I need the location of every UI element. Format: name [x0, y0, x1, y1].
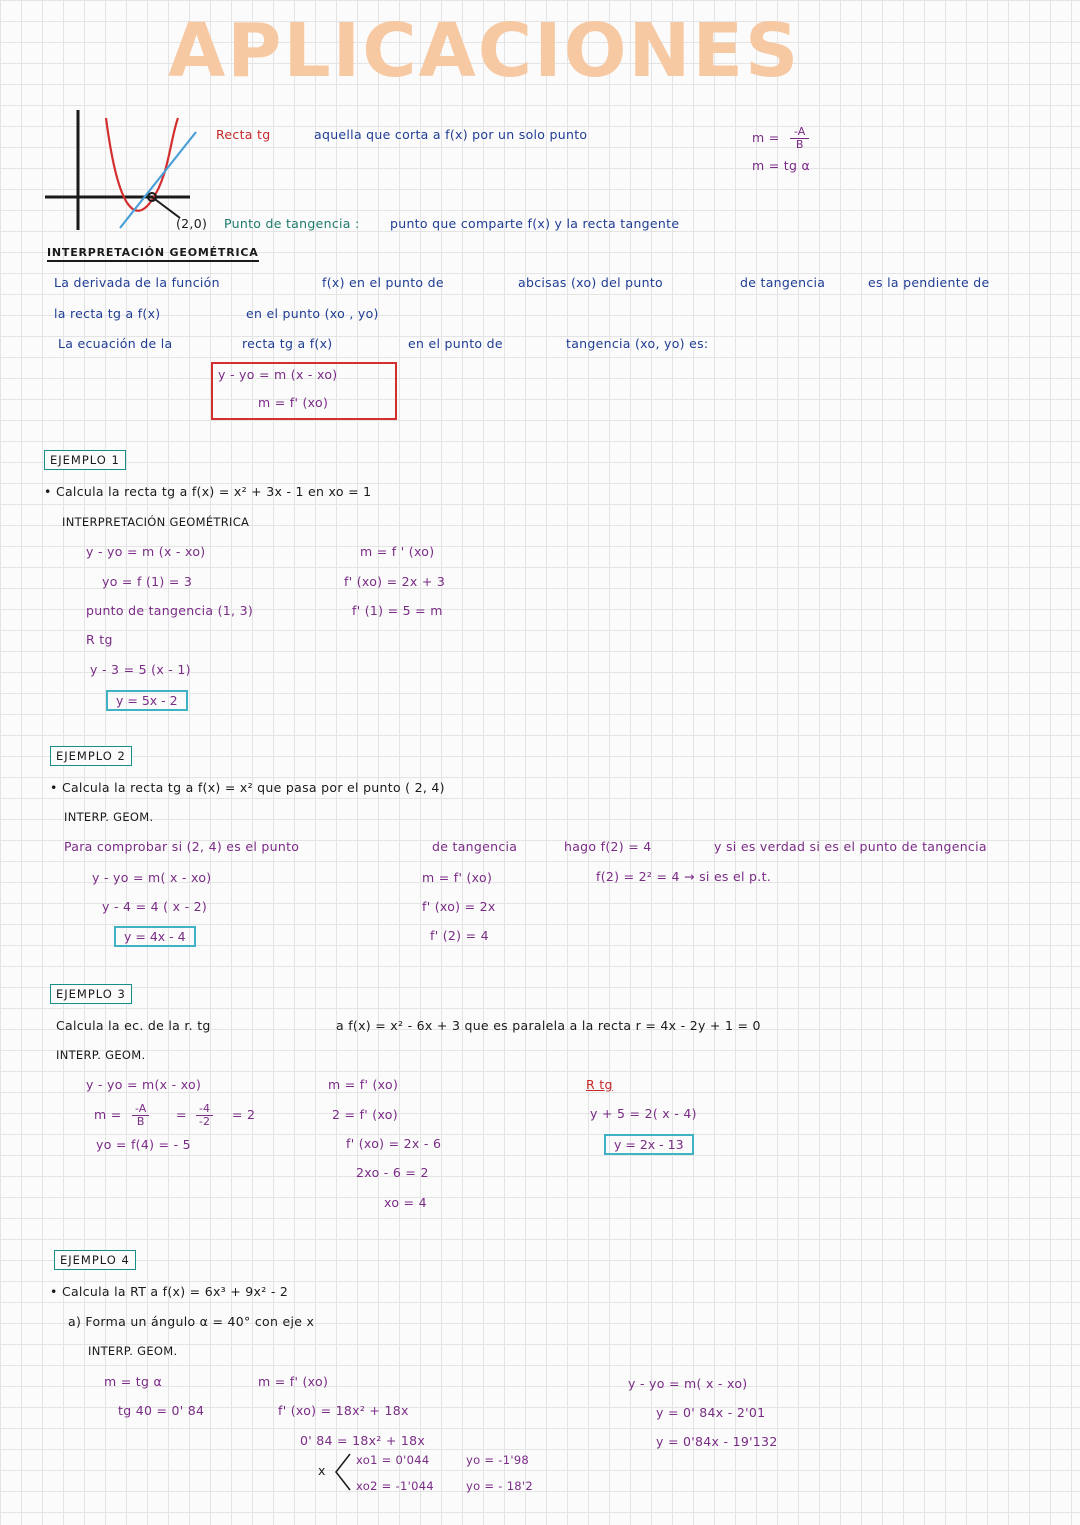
m-fraction-num: -A	[790, 126, 809, 139]
ejemplo-4-r3: y = 0'84x - 19'132	[656, 1434, 778, 1449]
ejemplo-3-c1: m = f' (xo)	[328, 1077, 399, 1092]
ejemplo-2-l2: y - 4 = 4 ( x - 2)	[102, 899, 208, 914]
ejemplo-2-r1: m = f' (xo)	[422, 870, 493, 885]
formula-line-2: m = f' (xo)	[258, 395, 329, 410]
ejemplo-1-statement: • Calcula la recta tg a f(x) = x² + 3x - 1 en xo = 1	[44, 484, 372, 499]
ejemplo-3-c5: xo = 4	[384, 1195, 427, 1210]
ejemplo-2-check-a: Para comprobar si (2, 4) es el punto	[64, 839, 300, 854]
ejemplo-3-m-val: = 2	[232, 1107, 256, 1122]
ejemplo-3-c2: 2 = f' (xo)	[332, 1107, 398, 1122]
ejemplo-1-result: y = 5x - 2	[106, 690, 188, 711]
ejemplo-3-m-eq: =	[176, 1107, 187, 1122]
page-title: APLICACIONES	[168, 8, 801, 94]
ejemplo-1-r3: f' (1) = 5 = m	[352, 603, 443, 618]
ejemplo-2-check-e: f(2) = 2² = 4 → si es el p.t.	[596, 869, 772, 884]
ejemplo-4-c3: 0' 84 = 18x² + 18x	[300, 1433, 426, 1448]
ejemplo-4-c1: m = f' (xo)	[258, 1374, 329, 1389]
ejemplo-3-frac2-num: -4	[196, 1103, 213, 1116]
ejemplo-2-interp: INTERP. GEOM.	[64, 810, 154, 824]
ejemplo-1-l5: y - 3 = 5 (x - 1)	[90, 662, 191, 677]
ejemplo-1-interp: INTERPRETACIÓN GEOMÉTRICA	[62, 515, 250, 529]
interp-line1d: de tangencia	[740, 275, 826, 290]
ejemplo-4-y2: yo = - 18'2	[466, 1479, 534, 1493]
ejemplo-3-c4: 2xo - 6 = 2	[356, 1165, 429, 1180]
recta-tg-definition: aquella que corta a f(x) por un solo punto	[314, 127, 588, 142]
ejemplo-4-part-a: a) Forma un ángulo α = 40° con eje x	[68, 1314, 315, 1329]
ejemplo-2-result: y = 4x - 4	[114, 926, 196, 947]
ejemplo-3-rtg-label: R tg	[586, 1077, 613, 1092]
ejemplo-3-frac2	[196, 1103, 213, 1128]
interp-line3c: en el punto de	[408, 336, 503, 351]
tangency-definition: punto que comparte f(x) y la recta tangente	[390, 216, 680, 231]
ejemplo-3-statement-a: Calcula la ec. de la r. tg	[56, 1018, 211, 1033]
tangent-graph-sketch	[40, 100, 210, 235]
ejemplo-1-r1: m = f ' (xo)	[360, 544, 435, 559]
interp-line3a: La ecuación de la	[58, 336, 173, 351]
ejemplo-3-interp: INTERP. GEOM.	[56, 1048, 146, 1062]
ejemplo-3-rtg-l1: y + 5 = 2( x - 4)	[590, 1106, 697, 1121]
ejemplo-1-label: EJEMPLO 1	[44, 450, 126, 470]
ejemplo-3-result: y = 2x - 13	[604, 1134, 694, 1155]
interp-line1c: abcisas (xo) del punto	[518, 275, 663, 290]
ejemplo-3-frac1-den: B	[136, 1115, 145, 1128]
ejemplo-1-r2: f' (xo) = 2x + 3	[344, 574, 446, 589]
section-heading-interpretacion: INTERPRETACIÓN GEOMÉTRICA	[47, 246, 259, 262]
m-formula-1: m =	[752, 130, 780, 145]
ejemplo-1-l3: punto de tangencia (1, 3)	[86, 603, 254, 618]
ejemplo-3-frac1	[132, 1103, 149, 1128]
recta-tg-label: Recta tg	[216, 127, 271, 142]
ejemplo-4-statement: • Calcula la RT a f(x) = 6x³ + 9x² - 2	[50, 1284, 289, 1299]
interp-line2a: la recta tg a f(x)	[54, 306, 161, 321]
ejemplo-4-c2: f' (xo) = 18x² + 18x	[278, 1403, 409, 1418]
ejemplo-4-y1: yo = -1'98	[466, 1453, 530, 1467]
ejemplo-4-interp: INTERP. GEOM.	[88, 1344, 178, 1358]
ejemplo-2-r2: f' (xo) = 2x	[422, 899, 496, 914]
ejemplo-4-r1: y - yo = m( x - xo)	[628, 1376, 748, 1391]
ejemplo-3-l1: y - yo = m(x - xo)	[86, 1077, 202, 1092]
m-fraction-den: B	[795, 138, 804, 151]
formula-line-1: y - yo = m (x - xo)	[218, 367, 338, 382]
ejemplo-4-root2: xo2 = -1'044	[356, 1479, 434, 1493]
tangency-label: Punto de tangencia :	[224, 216, 360, 231]
ejemplo-4-l1: m = tg α	[104, 1374, 163, 1389]
ejemplo-1-l2: yo = f (1) = 3	[102, 574, 193, 589]
ejemplo-4-root1: xo1 = 0'044	[356, 1453, 430, 1467]
interp-line3b: recta tg a f(x)	[242, 336, 333, 351]
m-formula-2: m = tg α	[752, 158, 811, 173]
ejemplo-1-l1: y - yo = m (x - xo)	[86, 544, 206, 559]
point-label: (2,0)	[176, 216, 208, 231]
ejemplo-4-x-label: x	[318, 1463, 326, 1478]
ejemplo-1-l4: R tg	[86, 632, 113, 647]
ejemplo-2-check-c: hago f(2) = 4	[564, 839, 652, 854]
ejemplo-2-r3: f' (2) = 4	[430, 928, 489, 943]
interp-line3d: tangencia (xo, yo) es:	[566, 336, 709, 351]
ejemplo-2-check-d: y si es verdad si es el punto de tangencia	[714, 839, 987, 854]
ejemplo-3-l3: yo = f(4) = - 5	[96, 1137, 191, 1152]
ejemplo-3-c3: f' (xo) = 2x - 6	[346, 1136, 442, 1151]
ejemplo-3-label: EJEMPLO 3	[50, 984, 132, 1004]
root-bracket	[332, 1450, 352, 1494]
ejemplo-4-l2: tg 40 = 0' 84	[118, 1403, 205, 1418]
interp-line1a: La derivada de la función	[54, 275, 220, 290]
ejemplo-3-frac1-num: -A	[132, 1103, 149, 1116]
ejemplo-4-label: EJEMPLO 4	[54, 1250, 136, 1270]
interp-line1b: f(x) en el punto de	[322, 275, 444, 290]
tangent-line	[120, 132, 196, 228]
m-fraction	[790, 126, 809, 151]
interp-line1e: es la pendiente de	[868, 275, 990, 290]
ejemplo-2-check-b: de tangencia	[432, 839, 518, 854]
interp-line2b: en el punto (xo , yo)	[246, 306, 379, 321]
ejemplo-3-frac2-den: -2	[199, 1115, 210, 1128]
ejemplo-2-l1: y - yo = m( x - xo)	[92, 870, 212, 885]
ejemplo-3-m-label: m =	[94, 1107, 122, 1122]
ejemplo-2-statement: • Calcula la recta tg a f(x) = x² que pasa por el punto ( 2, 4)	[50, 780, 445, 795]
ejemplo-4-r2: y = 0' 84x - 2'01	[656, 1405, 766, 1420]
ejemplo-2-label: EJEMPLO 2	[50, 746, 132, 766]
ejemplo-3-statement-b: a f(x) = x² - 6x + 3 que es paralela a la recta r = 4x - 2y + 1 = 0	[336, 1018, 761, 1033]
